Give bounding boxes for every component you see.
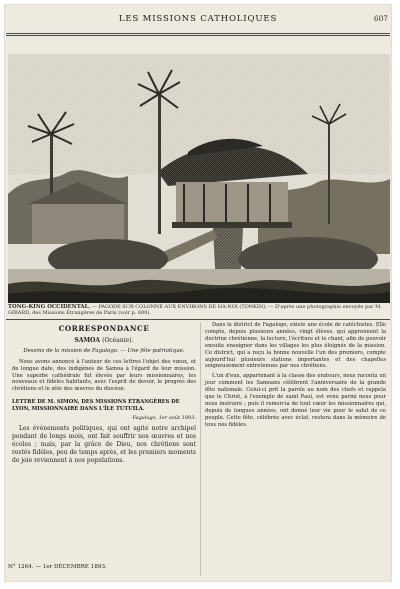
header-rule-thin [6, 35, 390, 36]
issue-footer: N° 1264. — 1er DÉCEMBRE 1893. [8, 564, 107, 570]
caption-text: — PAGODE SUR COLONNE AUX ENVIRONS DE HA-NOI (TONKIN). — D'après une photographie envoyée par M. GIRARD, des Missions Étrangères de Paris (voir p. 609). [8, 304, 382, 317]
column-divider [200, 322, 201, 576]
page-number: 607 [373, 14, 388, 23]
caption-rule [6, 319, 390, 320]
header-rule [6, 33, 390, 34]
pagoda-engraving [8, 54, 390, 303]
right-column [205, 322, 386, 432]
article-location [12, 338, 196, 345]
journal-title: LES MISSIONS CATHOLIQUES [118, 14, 278, 24]
left-column [12, 322, 196, 468]
letter-dateline: Fagalogo, 1er août 1893. [132, 415, 196, 422]
body-paragraph: L'un d'eux, appartenant à la classe des orateurs, nous raconta un jour comment les Samoans célèbrent l'anniversaire de la grande fête nationale. Celui-ci prit la parole au nom des chefs et rappela que le Christ, à l'exemple de saint Paul, est venu parmi nous pour nous instruire ; puis il remercia de tout cœur les missionnaires qui, depuis de longues années, ont donné leur vie pour le salut de ce peuple. Cette fête, célébrée avec éclat, restera dans la mémoire de tous nos fidèles. [205, 373, 386, 428]
caption-reference: TONG-KING OCCIDENTAL. [8, 304, 91, 310]
body-paragraph: Les événements politiques, qui ont agité notre archipel pendant de longs mois, ont fait souffrir nos œuvres et nos écoles ; mais, par la grâce de Dieu, nos chrétiens sont restés fidèles, peu de temps après, et les premiers moments de joie reviennent à nos populations. [12, 424, 196, 464]
body-paragraph: Dans le district de Fagalogo, existe une école de catéchistes. Elle compte, depuis plusieurs années, vingt élèves, qui apprennent la doctrine chrétienne, la lecture, l'écriture et le chant, afin de pouvoir ensuite enseigner dans les villages les plus éloignés de la mission. Ce district, qui a reçu la bonne nouvelle l'un des premiers, compte aujourd'hui plusieurs stations importantes et des chapelles soigneusement entretenues par nos chrétiens. [205, 322, 386, 370]
letter-heading: LETTRE DE M. SIMON, DES MISSIONS ÉTRANGÈRES DE LYON, MISSIONNAIRE DANS L'ÎLE TUTUILA. [12, 399, 180, 413]
running-head [4, 14, 392, 30]
journal-page [4, 4, 392, 582]
section-title: CORRESPONDANCE [58, 324, 150, 333]
article-subheading: Dessins de la mission de Fagalogo. — Une fête patriotique. [23, 347, 185, 354]
illustration-caption [8, 304, 388, 317]
location-name: SAMOA [74, 336, 101, 344]
location-subtitle: (Océanie). [102, 336, 134, 344]
intro-paragraph: Nous avons annoncé à l'auteur de ces lettres l'objet des vœux, et de longue date, des indigènes de Samoa à l'égard de leur mission. Une superbe cathédrale fut élevée par leurs missionnaires, les nouveaux et fidèles habitants, avec l'esprit de devoir, le progrès des chrétiens et le zèle des œuvres du diocèse. [12, 358, 196, 393]
